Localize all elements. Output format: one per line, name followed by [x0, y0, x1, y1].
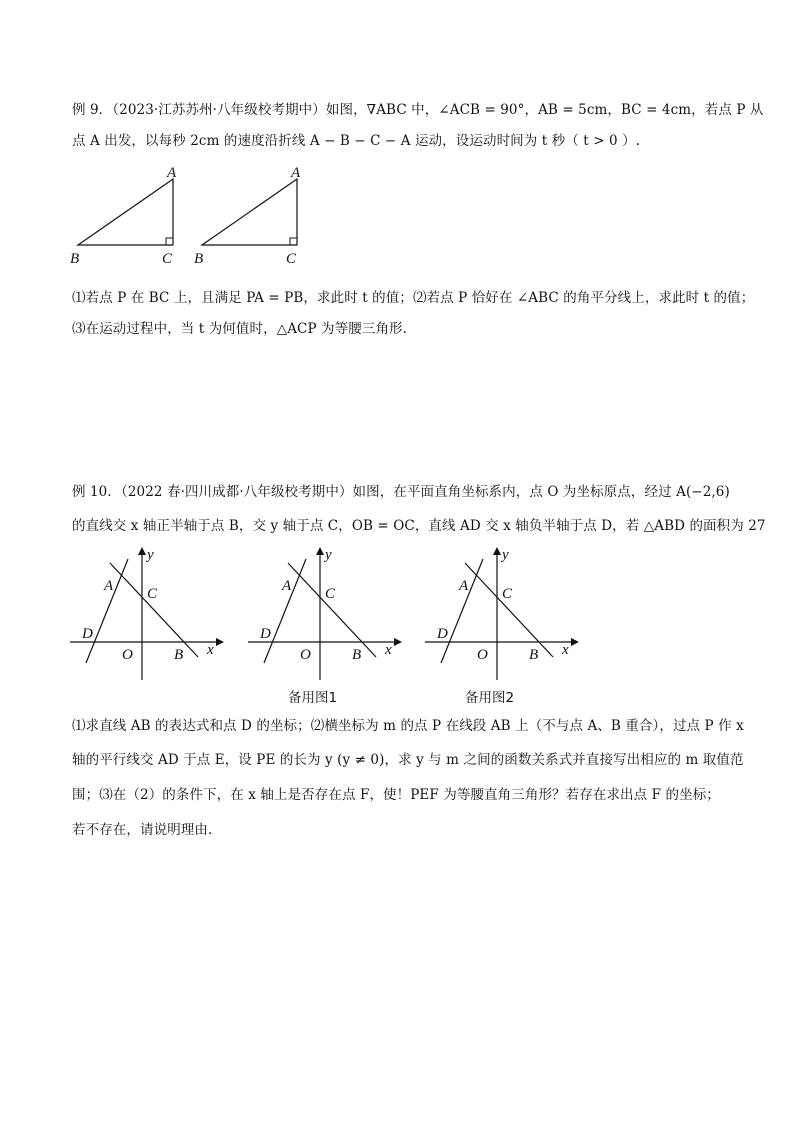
right-angle-mark-1	[166, 238, 173, 245]
ex10-line-2: 的直线交 x 轴正半轴于点 B，交 y 轴于点 C，OB = OC，直线 AD 交 x 轴负半轴于点 D，若 △ABD 的面积为 27	[72, 518, 766, 534]
line-ab-3	[465, 563, 553, 657]
ex9-question-3: ⑶在运动过程中，当 t 为何值时，△ACP 为等腰三角形.	[72, 321, 408, 337]
triangle-figure-2	[192, 165, 312, 265]
caption-backup-figure-1: 备用图1	[288, 690, 338, 706]
label-y-2: y	[325, 547, 332, 563]
label-d-g1: D	[82, 626, 93, 642]
label-a-g3: A	[459, 578, 469, 594]
x-axis-arrow-2	[394, 638, 402, 646]
ex9-line-2: 点 A 出发，以每秒 2cm 的速度沿折线 A − B − C − A 运动，设运动时间为 t 秒（ t > 0 ）.	[72, 133, 641, 149]
coordinate-graph-3	[425, 545, 585, 706]
label-c-g3: C	[502, 586, 513, 602]
ex10-question-line-1: ⑴求直线 AB 的表达式和点 D 的坐标；⑵横坐标为 m 的点 P 在线段 AB 上（不与点 A、B 重合），过点 P 作 x	[72, 718, 744, 734]
label-b-1: B	[70, 251, 80, 267]
line-ab-1	[110, 563, 198, 657]
label-c-1: C	[162, 251, 173, 267]
y-axis-arrow-1	[138, 547, 146, 555]
y-axis-arrow-3	[493, 547, 501, 555]
label-y-3: y	[502, 547, 509, 563]
label-a-2: A	[291, 165, 301, 181]
triangle-abc-1	[78, 179, 173, 245]
ex10-question-line-2: 轴的平行线交 AD 于点 E，设 PE 的长为 y (y ≠ 0)，求 y 与 m 之间的函数关系式并直接写出相应的 m 取值范	[72, 752, 744, 768]
label-a-1: A	[167, 165, 177, 181]
line-ab-2	[288, 563, 376, 657]
right-angle-mark-2	[290, 238, 297, 245]
label-c-2: C	[286, 251, 297, 267]
coordinate-graph-2	[248, 545, 408, 706]
label-x-g1: x	[207, 642, 214, 658]
y-axis-arrow-2	[316, 547, 324, 555]
label-d-g2: D	[260, 626, 271, 642]
label-o-g1: O	[122, 647, 133, 663]
caption-backup-figure-2: 备用图2	[465, 690, 515, 706]
label-x-g2: x	[385, 642, 392, 658]
label-a-g1: A	[104, 578, 114, 594]
label-b-g2: B	[352, 647, 362, 663]
label-b-2: B	[194, 251, 204, 267]
label-o-g3: O	[477, 647, 488, 663]
label-o-g2: O	[300, 647, 311, 663]
x-axis-arrow-1	[216, 638, 224, 646]
ex10-question-line-3: 围；⑶在（2）的条件下，在 x 轴上是否存在点 F，使！PEF 为等腰直角三角形？若存在求出点 F 的坐标；	[72, 787, 720, 803]
ex9-question-1-2: ⑴若点 P 在 BC 上，且满足 PA = PB，求此时 t 的值；⑵若点 P 恰好在 ∠ABC 的角平分线上，求此时 t 的值；	[72, 290, 755, 306]
triangle-figure-1	[68, 165, 188, 265]
ex9-line-1: 例 9．（2023·江苏苏州·八年级校考期中）如图，∇ABC 中，∠ACB = 90°，AB = 5cm，BC = 4cm，若点 P 从	[72, 102, 764, 118]
label-b-g1: B	[174, 647, 184, 663]
triangle-abc-2	[202, 179, 297, 245]
ex10-line-1: 例 10．（2022 春·四川成都·八年级校考期中）如图，在平面直角坐标系内，点 O 为坐标原点，经过 A(−2,6)	[72, 484, 730, 500]
label-c-g2: C	[325, 586, 336, 602]
label-a-g2: A	[282, 578, 292, 594]
coordinate-graph-1	[70, 545, 230, 685]
label-b-g3: B	[529, 647, 539, 663]
x-axis-arrow-3	[571, 638, 579, 646]
label-c-g1: C	[147, 586, 158, 602]
label-d-g3: D	[437, 626, 448, 642]
label-x-g3: x	[562, 642, 569, 658]
label-y-1: y	[147, 547, 154, 563]
ex10-question-line-4: 若不存在，请说明理由.	[72, 822, 213, 838]
